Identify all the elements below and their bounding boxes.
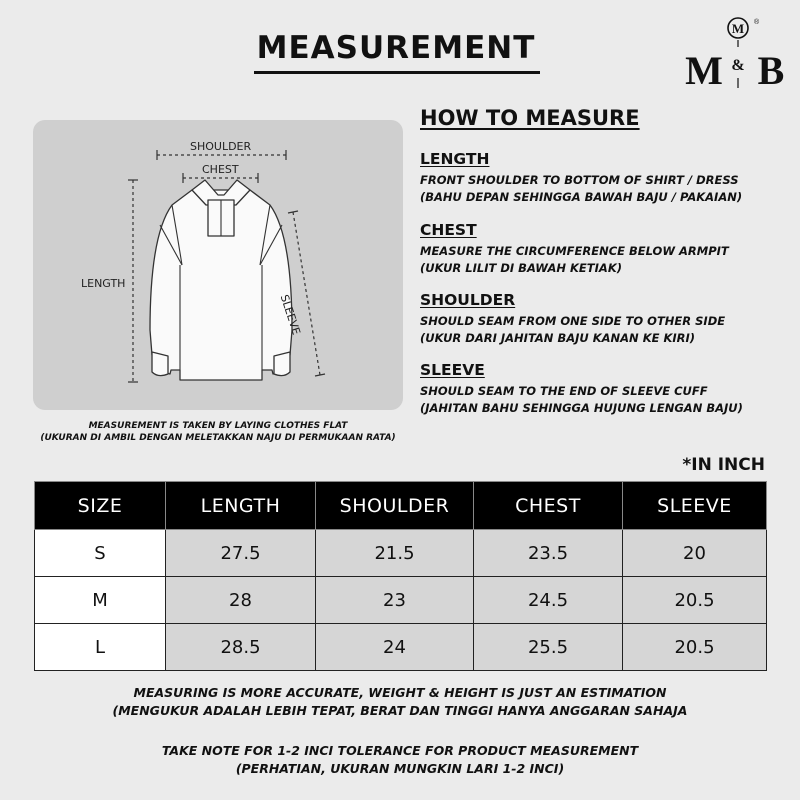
chest-cell: 24.5	[474, 577, 623, 624]
length-label: LENGTH	[81, 277, 126, 290]
sleeve-cell: 20.5	[623, 624, 767, 671]
measure-item-length	[420, 150, 790, 206]
measure-item-shoulder	[420, 291, 790, 347]
chest-cell: 23.5	[474, 530, 623, 577]
sleeve-label: SLEEVE	[277, 293, 303, 337]
measure-item-sleeve	[420, 361, 790, 417]
shoulder-cell: 24	[316, 624, 474, 671]
measure-item-desc: SHOULD SEAM TO THE END OF SLEEVE CUFF	[420, 384, 708, 398]
measure-item-desc-malay: (JAHITAN BAHU SEHINGGA HUJUNG LENGAN BAJU)	[420, 401, 743, 415]
logo-ampersand: &	[731, 57, 745, 74]
header-shoulder: SHOULDER	[316, 482, 474, 530]
note-line: TAKE NOTE FOR 1-2 INCI TOLERANCE FOR PRODUCT MEASUREMENT	[161, 743, 639, 758]
caption-line: (UKURAN DI AMBIL DENGAN MELETAKKAN NAJU DI PERMUKAAN RATA)	[40, 433, 396, 443]
table-header-row	[35, 482, 767, 530]
note-line: (MENGUKUR ADALAH LEBIH TEPAT, BERAT DAN TINGGI HANYA ANGGARAN SAHAJA	[112, 703, 688, 718]
length-cell: 28	[166, 577, 316, 624]
measure-item-name: CHEST	[420, 221, 477, 239]
table-row	[35, 624, 767, 671]
sleeve-cell: 20.5	[623, 577, 767, 624]
sleeve-dimension-line	[293, 212, 320, 375]
how-to-measure-heading: HOW TO MEASURE	[420, 106, 640, 130]
measure-item-desc: SHOULD SEAM FROM ONE SIDE TO OTHER SIDE	[420, 314, 726, 328]
measure-item-name: LENGTH	[420, 150, 490, 168]
page-title: MEASUREMENT	[256, 30, 536, 66]
unit-note: *IN INCH	[682, 455, 765, 475]
header-size: SIZE	[35, 482, 166, 530]
size-cell: S	[35, 530, 166, 577]
size-chart-table	[34, 481, 767, 671]
tolerance-note	[0, 742, 800, 778]
length-cell: 28.5	[166, 624, 316, 671]
shoulder-cell: 23	[316, 577, 474, 624]
length-cell: 27.5	[166, 530, 316, 577]
table-row	[35, 530, 767, 577]
note-line: MEASURING IS MORE ACCURATE, WEIGHT & HEIGHT IS JUST AN ESTIMATION	[133, 685, 667, 700]
table-row	[35, 577, 767, 624]
accuracy-note	[0, 684, 800, 720]
measure-item-name: SHOULDER	[420, 291, 516, 309]
measure-item-name: SLEEVE	[420, 361, 485, 379]
chest-cell: 25.5	[474, 624, 623, 671]
shoulder-cell: 21.5	[316, 530, 474, 577]
size-cell: M	[35, 577, 166, 624]
measure-item-desc-malay: (BAHU DEPAN SEHINGGA BAWAH BAJU / PAKAIAN)	[420, 190, 743, 204]
measure-item-desc-malay: (UKUR LILIT DI BAWAH KETIAK)	[420, 261, 622, 275]
measure-item-desc: MEASURE THE CIRCUMFERENCE BELOW ARMPIT	[420, 244, 729, 258]
logo-letter-b: B	[757, 48, 785, 93]
logo-registered: ®	[754, 19, 760, 26]
size-cell: L	[35, 624, 166, 671]
caption-line: MEASUREMENT IS TAKEN BY LAYING CLOTHES FLAT	[88, 421, 348, 431]
diagram-caption	[20, 420, 416, 444]
measure-item-desc: FRONT SHOULDER TO BOTTOM OF SHIRT / DRESS	[420, 173, 739, 187]
header-sleeve: SLEEVE	[623, 482, 767, 530]
header-length: LENGTH	[166, 482, 316, 530]
measure-item-desc-malay: (UKUR DARI JAHITAN BAJU KANAN KE KIRI)	[420, 331, 696, 345]
shoulder-label: SHOULDER	[190, 140, 252, 153]
sleeve-cell: 20	[623, 530, 767, 577]
chest-label: CHEST	[202, 163, 239, 176]
note-line: (PERHATIAN, UKURAN MUNGKIN LARI 1-2 INCI)	[235, 761, 565, 776]
header-chest: CHEST	[474, 482, 623, 530]
measure-item-chest	[420, 221, 790, 277]
logo-emblem: M	[731, 21, 745, 36]
logo-letter-m: M	[685, 48, 723, 93]
